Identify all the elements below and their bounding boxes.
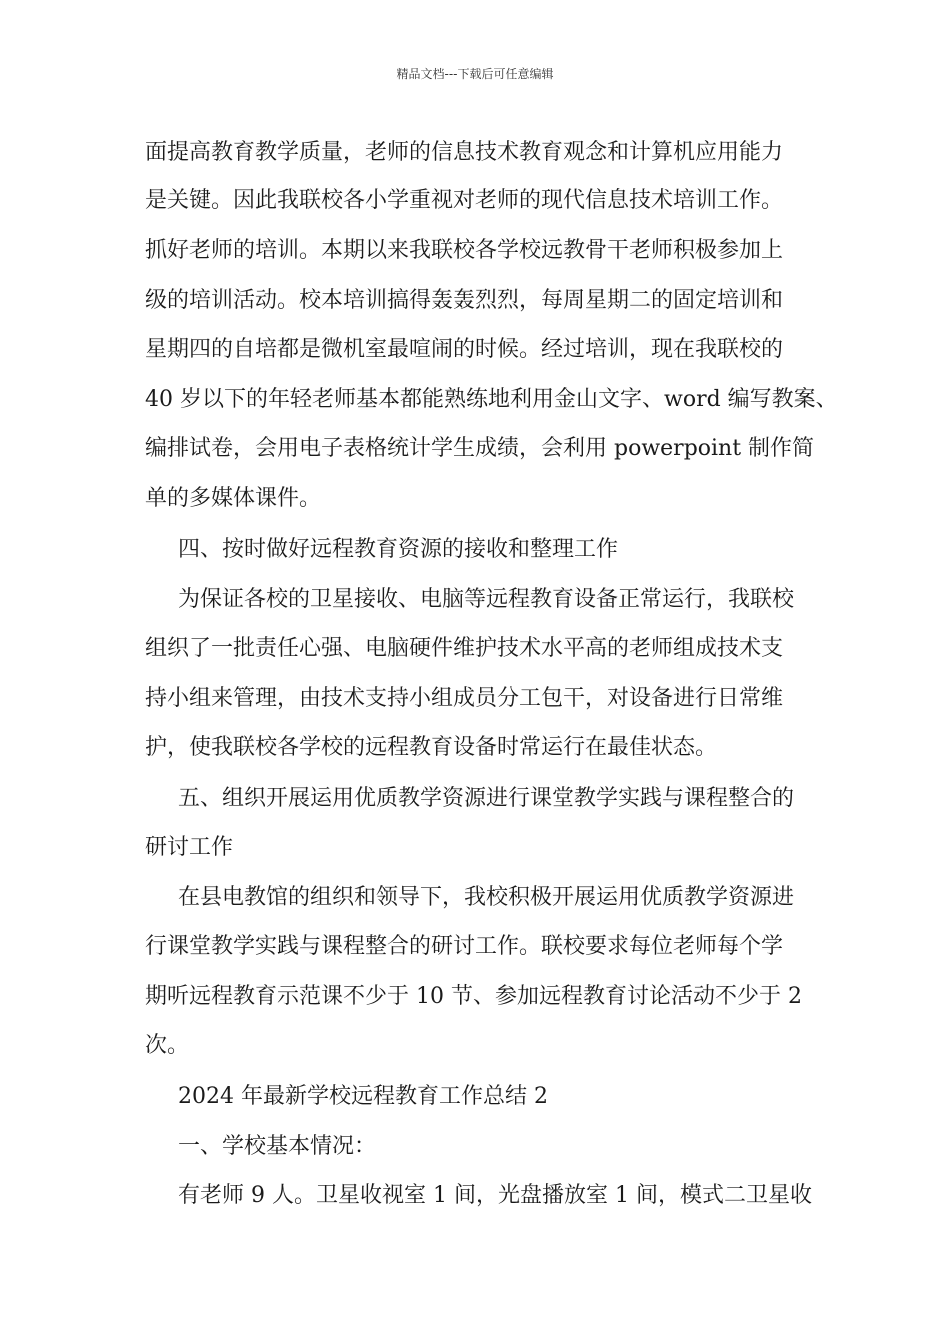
page-header: 精品文档---下载后可任意编辑 <box>396 67 554 81</box>
body-line: 行课堂教学实践与课程整合的研讨工作。联校要求每位老师每个学 <box>145 934 784 959</box>
body-line: 在县电教馆的组织和领导下，我校积极开展运用优质教学资源进 <box>178 885 795 910</box>
body-line: 次。 <box>145 1033 190 1058</box>
body-line: 40 岁以下的年轻老师基本都能熟练地利用金山文字、word 编写教案、 <box>145 387 838 412</box>
section-heading-continued: 研讨工作 <box>145 835 234 860</box>
body-line: 单的多媒体课件。 <box>145 486 322 511</box>
body-line: 组织了一批责任心强、电脑硬件维护技术水平高的老师组成技术支 <box>145 636 784 661</box>
body-line: 期听远程教育示范课不少于 10 节、参加远程教育讨论活动不少于 2 <box>145 984 802 1009</box>
body-line: 护，使我联校各学校的远程教育设备时常运行在最佳状态。 <box>145 735 718 760</box>
body-line: 持小组来管理，由技术支持小组成员分工包干，对设备进行日常维 <box>145 686 784 711</box>
body-line: 是关键。因此我联校各小学重视对老师的现代信息技术培训工作。 <box>145 188 784 213</box>
body-line: 编排试卷，会用电子表格统计学生成绩，会利用 powerpoint 制作简 <box>145 436 815 461</box>
section-heading: 四、按时做好远程教育资源的接收和整理工作 <box>178 537 619 562</box>
document-subtitle: 2024 年最新学校远程教育工作总结 2 <box>178 1084 548 1109</box>
body-line: 级的培训活动。校本培训搞得轰轰烈烈，每周星期二的固定培训和 <box>145 288 784 313</box>
section-heading: 五、组织开展运用优质教学资源进行课堂教学实践与课程整合的 <box>178 786 795 811</box>
body-line: 面提高教育教学质量，老师的信息技术教育观念和计算机应用能力 <box>145 140 784 165</box>
body-line: 为保证各校的卫星接收、电脑等远程教育设备正常运行，我联校 <box>178 587 795 612</box>
section-heading: 一、学校基本情况： <box>178 1134 377 1159</box>
body-line: 有老师 9 人。卫星收视室 1 间，光盘播放室 1 间，模式二卫星收 <box>178 1183 812 1208</box>
body-line: 抓好老师的培训。本期以来我联校各学校远教骨干老师积极参加上 <box>145 238 784 263</box>
body-line: 星期四的自培都是微机室最喧闹的时候。经过培训，现在我联校的 <box>145 337 784 362</box>
